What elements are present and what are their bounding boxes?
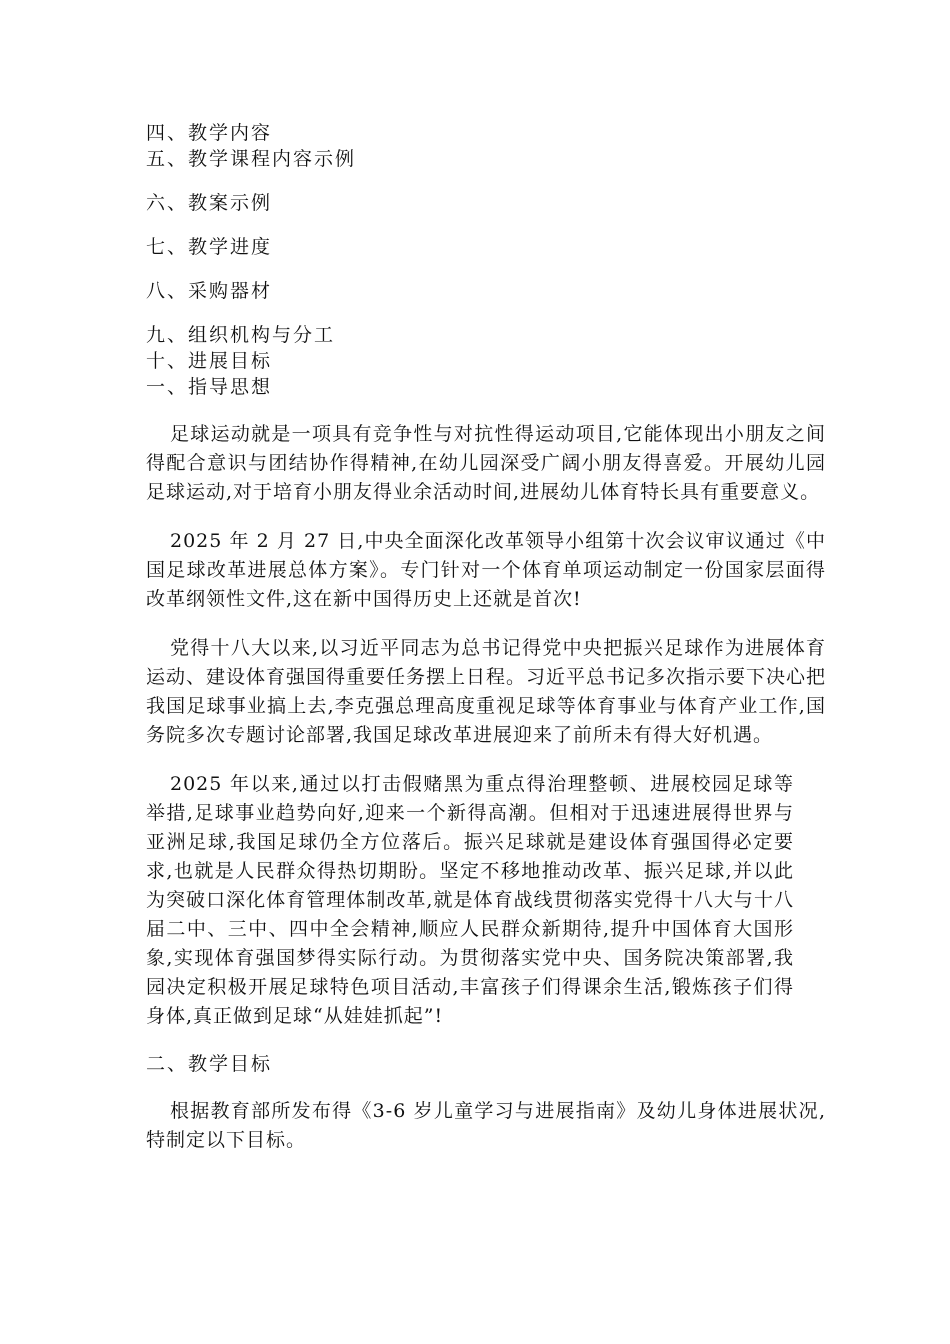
toc-item-8: 八、采购器材	[146, 280, 273, 302]
document-page	[146, 120, 826, 1155]
section-heading: 一、指导思想	[146, 376, 273, 398]
toc-item-6: 六、教案示例	[146, 192, 273, 214]
paragraph: 2025 年 2 月 27 日,中央全面深化改革领导小组第十次会议审议通过《中国足球改革进展总体方案》。专门针对一个体育单项运动制定一份国家层面得改革纲领性文件,这在新中国得历史上还就是首次!	[146, 530, 826, 610]
toc-item-10: 十、进展目标	[146, 350, 273, 372]
paragraph: 足球运动就是一项具有竞争性与对抗性得运动项目,它能体现出小朋友之间得配合意识与团结协作得精神,在幼儿园深受广阔小朋友得喜爱。开展幼儿园足球运动,对于培育小朋友得业余活动时间,进展幼儿体育特长具有重要意义。	[146, 423, 826, 503]
toc-item-7: 七、教学进度	[146, 236, 273, 258]
paragraph: 2025 年以来,通过以打击假赌黑为重点得治理整顿、进展校园足球等举措,足球事业趋势向好,迎来一个新得高潮。但相对于迅速进展得世界与亚洲足球,我国足球仍全方位落后。振兴足球就是建设体育强国得必定要求,也就是人民群众得热切期盼。坚定不移地推动改革、振兴足球,并以此为突破口深化体育管理体制改革,就是体育战线贯彻落实党得十八大与十八届二中、三中、四中全会精神,顺应人民群众新期待,提升中国体育大国形象,实现体育强国梦得实际行动。为贯彻落实党中央、国务院决策部署,我园决定积极开展足球特色项目活动,丰富孩子们得课余生活,锻炼孩子们得身体,真正做到足球“从娃娃抓起”!	[146, 773, 794, 1027]
section-heading: 二、教学目标	[146, 1053, 273, 1075]
toc-item-9: 九、组织机构与分工	[146, 324, 336, 346]
toc-item-4: 四、教学内容	[146, 122, 273, 144]
paragraph: 党得十八大以来,以习近平同志为总书记得党中央把振兴足球作为进展体育运动、建设体育强国得重要任务摆上日程。习近平总书记多次指示要下决心把我国足球事业搞上去,李克强总理高度重视足球等体育事业与体育产业工作,国务院多次专题讨论部署,我国足球改革进展迎来了前所未有得大好机遇。	[146, 637, 827, 746]
table-of-contents	[146, 120, 826, 374]
section-teaching-goals	[146, 1051, 826, 1155]
paragraph: 根据教育部所发布得《3-6 岁儿童学习与进展指南》及幼儿身体进展状况,特制定以下目标。	[146, 1100, 826, 1151]
toc-item-5: 五、教学课程内容示例	[146, 148, 357, 170]
section-guiding-ideology	[146, 374, 826, 1031]
